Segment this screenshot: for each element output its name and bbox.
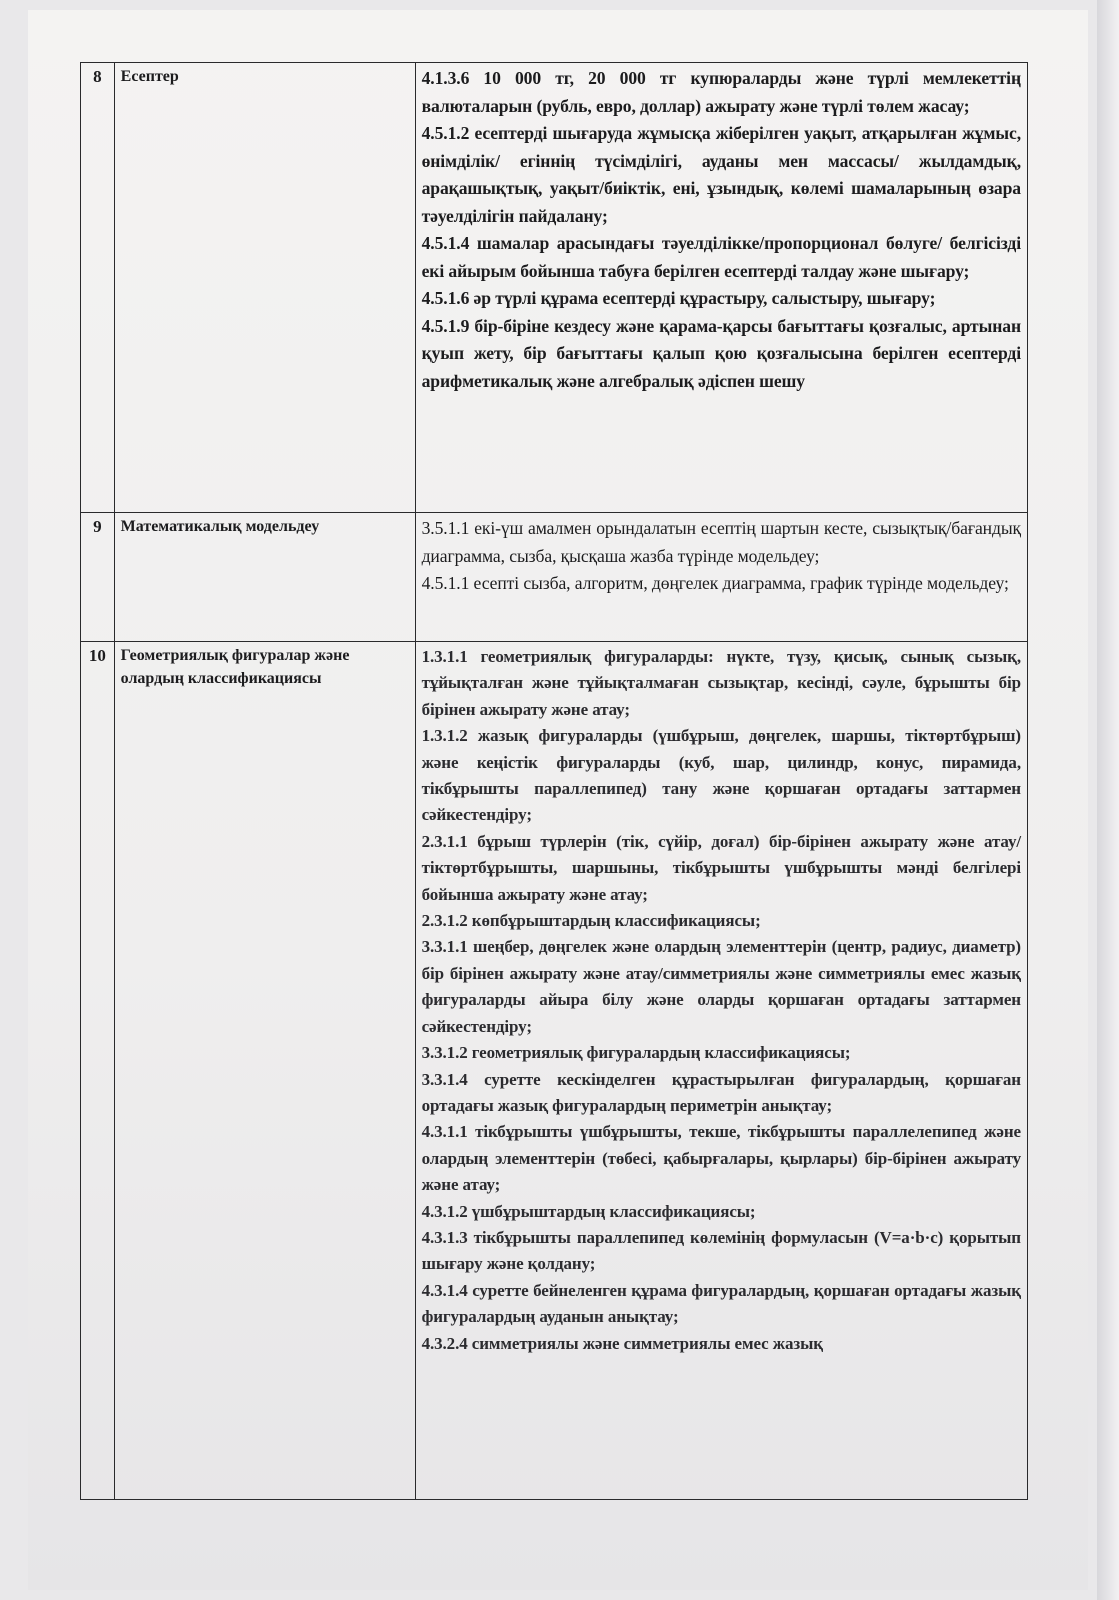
row-topic: Есептер [114, 63, 415, 513]
row-topic: Геометриялық фигуралар және олардың классификациясы [114, 642, 415, 1500]
table-row [81, 63, 1028, 513]
learning-goal: 1.3.1.1 геометриялық фигураларды: нүкте, түзу, қисық, сынық сызық, тұйықталған және тұйықталмаған сызықтар, кесінді, сәуле, бұрышты бір бірінен ажырату және атау; [421, 647, 1021, 719]
learning-goal: 4.5.1.4 шамалар арасындағы тәуелділікке/пропорционал бөлуге/ белгісізді екі айырым бойынша табуға берілген есептерді талдау және шығару; [421, 233, 1021, 281]
learning-goals-cell [415, 513, 1027, 642]
learning-goal: 4.3.1.3 тікбұрышты параллепипед көлемінің формуласын (V=a·b·c) қорытып шығару және қолдану; [421, 1227, 1021, 1274]
learning-goal: 2.3.1.1 бұрыш түрлерін (тік, сүйір, доғал) бір-бірінен ажырату және атау/тіктөртбұрышты, шаршыны, тікбұрышты үшбұрышты мәнді белгілері бойынша ажырату және атау; [421, 831, 1021, 904]
learning-goals-cell [415, 642, 1027, 1500]
row-topic: Математикалық модельдеу [114, 513, 415, 642]
learning-goal: 4.5.1.9 бір-біріне кездесу және қарама-қарсы бағыттағы қозғалыс, артынан қуып жету, бір бағыттағы қалып қою қозғалысына берілген есептерді арифметикалық және алгебралық әдіспен шешу [421, 315, 1021, 391]
learning-goals-cell [415, 63, 1027, 513]
learning-goal: 3.5.1.1 екі-үш амалмен орындалатын есептің шартын кесте, сызықтық/бағандық диаграмма, сызба, қысқаша жазба түрінде модельдеу; [421, 518, 1021, 566]
learning-goal: 4.3.1.1 тікбұрышты үшбұрышты, текше, тікбұрышты параллелепипед және олардың элементтерін (төбесі, қабырғалары, қырлары) бір-бірінен ажырату және атау; [421, 1122, 1021, 1195]
row-number: 9 [81, 513, 115, 642]
table-row [81, 513, 1028, 642]
learning-goal: 3.3.1.4 суретте кескінделген құрастырылған фигуралардың, қоршаған ортадағы жазық фигуралардың периметрін анықтау; [421, 1069, 1021, 1115]
row-number: 8 [81, 63, 115, 513]
learning-goal: 3.3.1.1 шеңбер, дөңгелек және олардың элементтерін (центр, радиус, диаметр) бір бірінен ажырату және атау/симметриялы және симметриялы емес жазық фигураларды айыра білу және оларды қоршаған ортадағы заттармен сәйкестендіру; [421, 937, 1021, 1036]
curriculum-table [80, 62, 1028, 1500]
learning-goal: 4.1.3.6 10 000 тг, 20 000 тг купюраларды және түрлі мемлекеттің валюталарын (рубль, евро, доллар) ажырату және түрлі төлем жасау; [421, 68, 1021, 116]
learning-goal: 2.3.1.2 көпбұрыштардың классификациясы; [421, 911, 761, 931]
learning-goal: 4.3.2.4 симметриялы және симметриялы емес жазық [421, 1333, 823, 1353]
table-row [81, 642, 1028, 1500]
learning-goal: 4.5.1.6 әр түрлі құрама есептерді құрастыру, салыстыру, шығару; [421, 288, 936, 308]
photo-background-edge [1097, 0, 1119, 1600]
learning-goal: 4.3.1.4 суретте бейнеленген құрама фигуралардың, қоршаған ортадағы жазық фигуралардың ауданын анықтау; [421, 1280, 1021, 1327]
learning-goal: 1.3.1.2 жазық фигураларды (үшбұрыш, дөңгелек, шаршы, тіктөртбұрыш) және кеңістік фигураларды (куб, шар, цилиндр, конус, пирамида, тікбұрышты параллепипед) тану және қоршаған ортадағы заттармен сәйкестендіру; [421, 726, 1021, 825]
learning-goal: 4.3.1.2 үшбұрыштардың классификациясы; [421, 1201, 756, 1221]
row-number: 10 [81, 642, 115, 1500]
learning-goal: 3.3.1.2 геометриялық фигуралардың классификациясы; [421, 1043, 851, 1063]
learning-goal: 4.5.1.2 есептерді шығаруда жұмысқа жіберілген уақыт, атқарылған жұмыс, өнімділік/ егіннің түсімділігі, ауданы мен массасы/ жылдамдық, арақашықтық, уақыт/биіктік, ені, ұзындық, көлемі шамаларының өзара тәуелділігін пайдалану; [421, 123, 1021, 226]
learning-goal: 4.5.1.1 есепті сызба, алгоритм, дөңгелек диаграмма, график түрінде модельдеу; [421, 573, 1009, 593]
